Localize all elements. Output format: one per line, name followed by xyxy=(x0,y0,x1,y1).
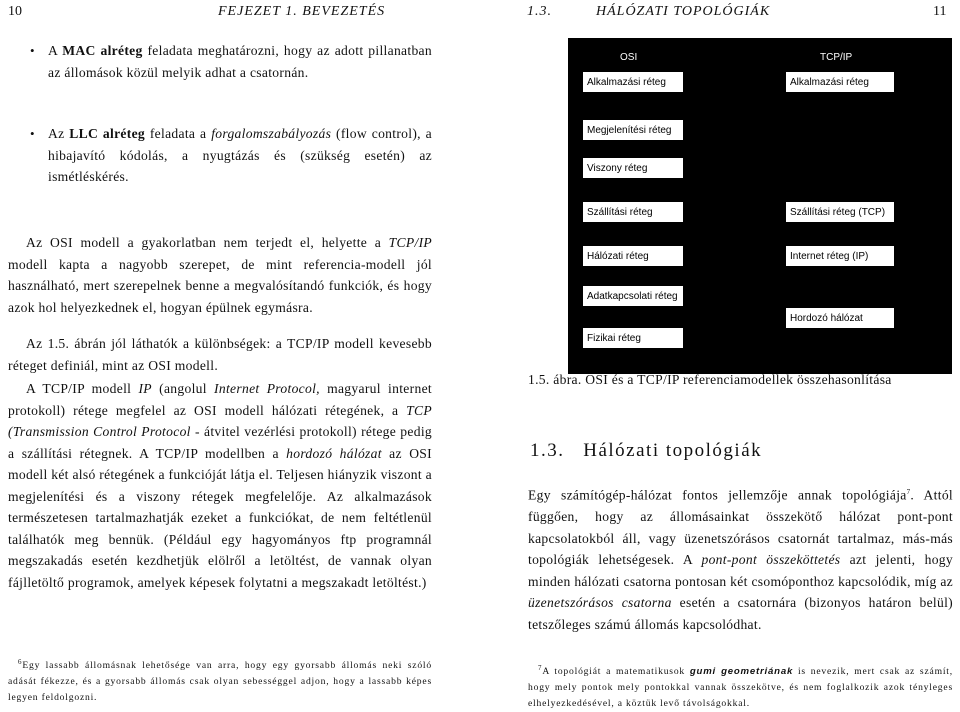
footnote-7: $^7$A topológiát a matematikusok gumi geometriának is nevezik, mert csak az számít, hogy mely pontok mely pontokkal vannak összekötve, és nem foglalkozik azok tényleges elhelyezkedésével, a köztük levő távolságokkal. xyxy=(528,664,953,710)
figure-caption: 1.5. ábra. OSI és a TCP/IP referenciamodellek összehasonlítása xyxy=(528,372,892,387)
osi-layer-presentation: Megjelenítési réteg xyxy=(583,120,683,140)
osi-layer-physical: Fizikai réteg xyxy=(583,328,683,348)
footnote-6: $^6$Egy lassabb állomásnak lehetősége van arra, hogy egy gyorsabb állomás neki szóló adását fékezze, és a gyorsabb állomás csak olyan sebességgel adjon, hogy a lassabb képes legyen feldolgozni. xyxy=(8,658,432,704)
osi-tcpip-figure xyxy=(568,38,952,374)
paragraph-figure-ref: Az 1.5. ábrán jól láthatók a különbségek: a TCP/IP modell kevesebb réteget definiál, mint az OSI modell. xyxy=(8,336,432,373)
osi-layer-network: Hálózati réteg xyxy=(583,246,683,266)
tcpip-layer-internet: Internet réteg (IP) xyxy=(786,246,894,266)
osi-column-title: OSI xyxy=(620,52,638,63)
paragraph-tcpip: A TCP/IP modell IP (angolul Internet Protocol, magyarul internet protokoll) rétege megfelel az OSI modell hálózati rétegének, a TCP (Transmission Control Protocol - átvitel vezérlési protokoll) rétege pedig a szállítási rétegnek. A TCP/IP modellben a hordozó hálózat az OSI modell két alsó rétegének a funkcióját látja el. Teljesen hiányzik viszont a megjelenítési és a viszony rétegek megfelelője. Az alkalmazások természetesen tartalmazhatják ezeket a funkciókat, de nem feltétlenül találhatók meg bennük. (Például egy hagyományos ftp programnál megszakadás esetén kezdhetjük elölről a letöltést, de vannak olyan fájlletöltő programok, amelyek képesek folytatni a megszakadt letöltést.) xyxy=(8,381,432,590)
osi-layer-session: Viszony réteg xyxy=(583,158,683,178)
tcpip-layer-application: Alkalmazási réteg xyxy=(786,72,894,92)
footnote-ref-7: 7 xyxy=(906,488,911,496)
bullet-llc: • Az LLC alréteg feladata a forgalomszabályozás (flow control), a hibajavító kódolás, a nyugtázás és (szükség esetén) az ismétléskérés. xyxy=(48,123,432,188)
bullet-dot: • xyxy=(30,126,35,141)
left-running-head: FEJEZET 1. BEVEZETÉS xyxy=(218,4,386,19)
tcpip-layer-host-network: Hordozó hálózat xyxy=(786,308,894,328)
section-heading: 1.3. Hálózati topológiák xyxy=(530,440,763,461)
bullet-mac: • A MAC alréteg feladata meghatározni, hogy az adott pillanatban az állomások közül melyik adhat a csatornán. xyxy=(48,40,432,83)
tcpip-layer-transport: Szállítási réteg (TCP) xyxy=(786,202,894,222)
right-page-number: 11 xyxy=(933,4,947,19)
left-page xyxy=(0,0,480,706)
osi-layer-application: Alkalmazási réteg xyxy=(583,72,683,92)
tcpip-column-title: TCP/IP xyxy=(820,52,853,63)
paragraph-osi-intro: Az OSI modell a gyakorlatban nem terjedt el, helyette a TCP/IP modell kapta a nagyobb szerepet, de mint referencia-modell jól használható, mert szerepelnek benne a megvalósítandó funkciók, és hogy azok hol helyezkednek el, hogyan épülnek egymásra. xyxy=(8,235,432,315)
bullet-dot: • xyxy=(30,43,35,58)
osi-layer-datalink: Adatkapcsolati réteg xyxy=(583,286,683,306)
right-running-head-number: 1.3. xyxy=(527,4,552,19)
osi-layer-transport: Szállítási réteg xyxy=(583,202,683,222)
left-page-number: 10 xyxy=(8,4,22,19)
right-running-head: HÁLÓZATI TOPOLÓGIÁK xyxy=(596,4,771,19)
paragraph-topology: Egy számítógép-hálózat fontos jellemzője annak topológiája$^7$. Attól függően, hogy az állomásainkat összekötő hálózat pont-pont kapcsolatokból áll, vagy üzenetszórásos csatornát tartalmaz, más-más topológiák lehetségesek. A pont-pont összeköttetés azt jelenti, hogy minden hálózati csatorna pontosan két csomóponthoz kapcsolódik, míg az üzenetszórásos csatorna esetén a csatornára (bizonyos határon belül) tetszőleges számú állomás kapcsolódhat. xyxy=(528,487,953,632)
